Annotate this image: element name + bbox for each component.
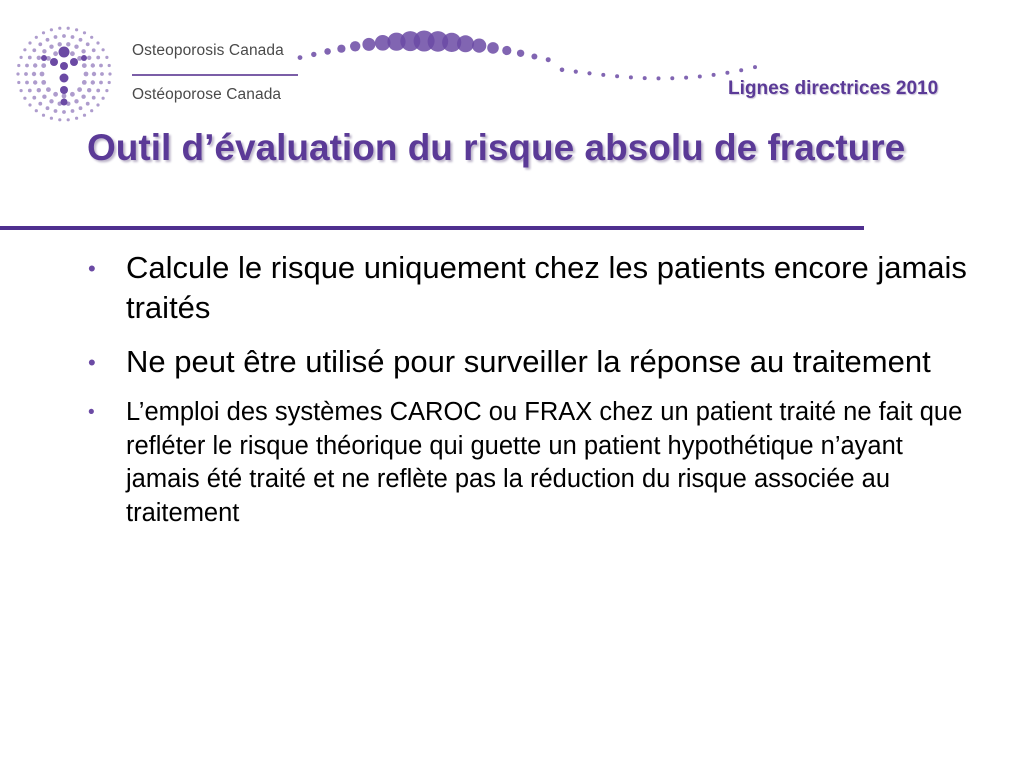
bullet-icon: • [88, 350, 96, 375]
logo-divider [132, 74, 298, 76]
guideline-label: Lignes directrices 2010 [728, 78, 939, 99]
logo-name-en: Osteoporosis Canada [132, 42, 284, 59]
slide-title: Outil d’évaluation du risque absolu de fracture [87, 127, 906, 168]
bullet-list [88, 248, 968, 530]
bullet-item [88, 248, 968, 328]
title-underline [0, 226, 864, 230]
bullet-item [88, 396, 968, 530]
decorative-dot-wave [290, 18, 770, 108]
logo-name-fr: Ostéoporose Canada [132, 86, 282, 103]
bullet-icon: • [88, 256, 96, 281]
bullet-text: L’emploi des systèmes CAROC ou FRAX chez un patient traité ne fait que refléter le risque théorique qui guette un patient hypothétique n’ayant jamais été traité et ne reflète pas la réduction du risque associée au traitement [126, 398, 963, 527]
bullet-item [88, 342, 968, 382]
bullet-text: Calcule le risque uniquement chez les patients encore jamais traités [126, 250, 967, 325]
bullet-icon: • [88, 402, 95, 423]
dotted-figure-logo-icon [14, 22, 114, 130]
bullet-text: Ne peut être utilisé pour surveiller la réponse au traitement [126, 344, 931, 379]
